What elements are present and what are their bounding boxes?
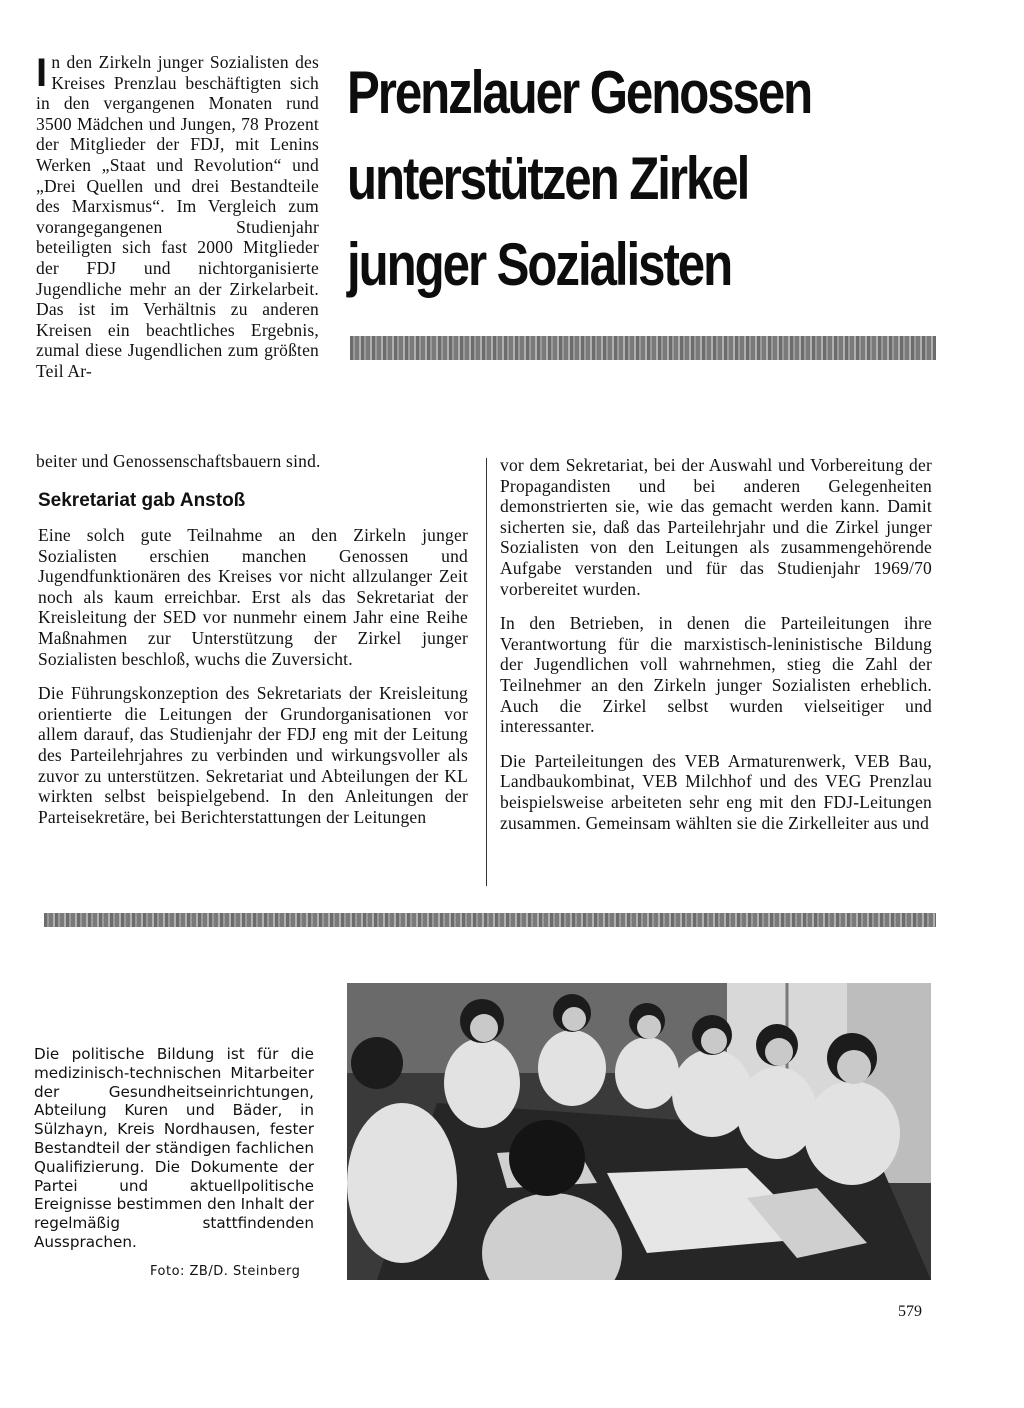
left-column [38, 525, 468, 827]
left-paragraph-1: Eine solch gute Teilnahme an den Zirkeln junger Sozialisten erschien manchen Genossen und Jugendfunktionären des Kreises vor nicht allzulanger Zeit noch als kaum erreichbar. Erst als das Sekretariat der Kreisleitung der SED vor nunmehr einem Jahr eine Reihe Maßnahmen zur Unterstützung der Zirkel junger Sozialisten beschloß, wuchs die Zuversicht. [38, 525, 468, 669]
left-paragraph-2: Die Führungskonzeption des Sekretariats der Kreisleitung orientierte die Leitungen der Grundorganisationen vor allem darauf, das Studienjahr der FDJ eng mit der Leitung des Parteilehrjahres zu verbinden und wirkungsvoller als zuvor zu unterstützen. Sekretariat und Abteilungen der KL wirkten selbst beispielgebend. In den Anleitungen der Parteisekretäre, bei Berichterstattungen der Leitungen [38, 683, 468, 827]
page-number: 579 [898, 1303, 922, 1320]
article-headline [347, 50, 839, 308]
photo-credit: Foto: ZB/D. Steinberg [150, 1264, 301, 1279]
lead-paragraph [36, 52, 319, 382]
section-rule [44, 913, 936, 927]
right-paragraph-1: vor dem Sekretariat, bei der Auswahl und Vorbereitung der Propagandisten und bei anderen Gelegenheiten demonstrierten sie, wie das gemacht werden kann. Damit sicherten sie, daß das Parteilehrjahr und die Zirkel junger Sozialisten von den Leitungen als zusammengehörende Aufgabe verstanden und für das Studienjahr 1969/70 vorbereitet wurden. [500, 455, 932, 599]
column-divider [486, 458, 487, 886]
right-paragraph-3: Die Parteileitungen des VEB Armaturenwerk, VEB Bau, Landbaukombinat, VEB Milchhof und des VEG Prenzlau beispielsweise arbeiteten sehr eng mit den FDJ-Leitungen zusammen. Gemeinsam wählten sie die Zirkelleiter aus und [500, 750, 932, 833]
photo-caption: Die politische Bildung ist für die medizinisch-technischen Mitarbeiter der Gesundheitseinrichtungen, Abteilung Kuren und Bäder, in Sülzhayn, Kreis Nordhausen, fester Bestandteil der ständigen fachlichen Qualifizierung. Die Dokumente der Partei und aktuellpolitische Ereignisse bestimmen den Inhalt der regelmäßig stattfindenden Aussprachen. [34, 1045, 314, 1251]
drop-cap: I [36, 51, 48, 95]
headline-line-1: Prenzlauer Genossen [347, 59, 812, 126]
lead-paragraph-tail: beiter und Genossenschaftsbauern sind. [36, 451, 321, 471]
lead-text: n den Zirkeln junger Sozialisten des Kreises Prenzlau beschäftigten sich in den vergangenen Monaten rund 3500 Mädchen und Jungen, 78 Prozent der Mitglieder der FDJ, mit Lenins Werken „Staat und Revolution“ und „Drei Quellen und drei Bestandteile des Marxismus“. Im Vergleich zum vorangegangenen Studienjahr beteiligten sich fast 2000 Mitglieder der FDJ und nichtorganisierte Jugendliche mehr an der Zirkelarbeit. Das ist im Verhältnis zu anderen Kreisen ein beachtliches Ergebnis, zumal diese Jugendlichen zum größten Teil Ar- [36, 52, 319, 381]
section-subhead: Sekretariat gab Anstoß [38, 490, 246, 511]
headline-rule [350, 336, 936, 360]
headline-line-3: junger Sozialisten [347, 231, 732, 298]
right-column [500, 455, 932, 833]
group-meeting-photo [347, 983, 931, 1280]
right-paragraph-2: In den Betrieben, in denen die Parteileitungen ihre Verantwortung für die marxistisch-leninistische Bildung der Jugendlichen voll wahrnehmen, stieg die Zahl der Teilnehmer an den Zirkeln junger Sozialisten erheblich. Auch die Zirkel selbst wurden vielseitiger und interessanter. [500, 613, 932, 737]
headline-line-2: unterstützen Zirkel [347, 145, 749, 212]
